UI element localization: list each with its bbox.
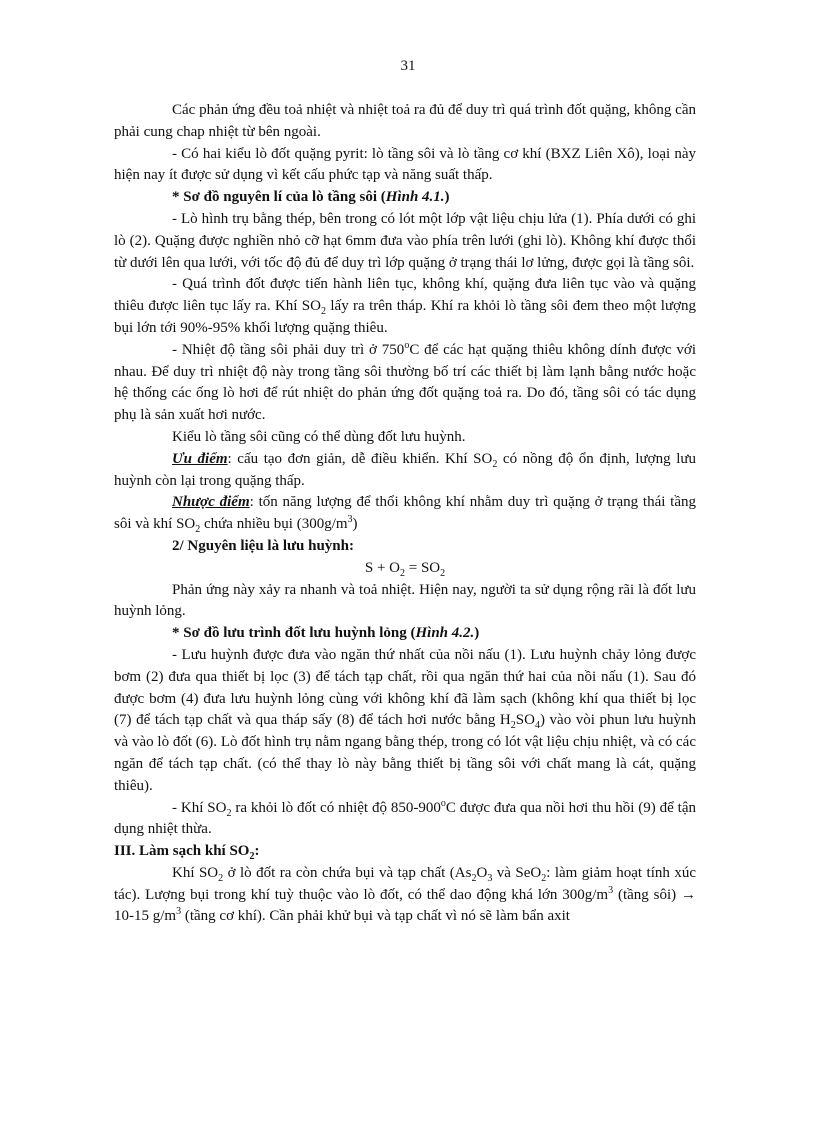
paragraph-furnace-types: - Có hai kiểu lò đốt quặng pyrit: lò tầng sôi và lò tầng cơ khí (BXZ Liên Xô), loại này hiện nay ít được sử dụng vì kết cấu phức tạp và năng suất thấp. — [114, 145, 696, 184]
heading-sulfur-raw-material: 2/ Nguyên liệu là lưu huỳnh: — [172, 537, 354, 554]
paragraph-bed-temperature: - Nhiệt độ tầng sôi phải duy trì ở 750$^o$C để các hạt quặng thiêu không dính được với nhau. Để duy trì nhiệt độ này trong tầng sôi thường bố trí các thiết bị làm lạnh bằng nước hoặc hệ thống các ống lò hơi để rút nhiệt do phản ứng đốt quặng toả ra. Do đó, tầng sôi có tác dụng phụ là sản xuất hơi nước. — [114, 339, 696, 424]
reaction-equation: $S + O_2 = SO_2$ — [364, 559, 446, 579]
paragraph-sulfur-usage: Kiểu lò tầng sôi cũng có thể dùng đốt lưu huỳnh. — [172, 428, 466, 445]
paragraph-advantages: Ưu điểm: cấu tạo đơn giản, dễ điều khiển. Khí $SO_2$ có nồng độ ổn định, lượng lưu huỳnh còn lại trong quặng thấp. — [114, 450, 696, 489]
paragraph-disadvantages: Nhược điểm: tốn năng lượng để thổi không khí nhằm duy trì quặng ở trạng thái tầng sôi và khí $SO_2$ chứa nhiều bụi $(300g/m^3)$ — [114, 494, 696, 536]
page-number: 31 — [400, 58, 416, 74]
paragraph-reaction-heat: Các phản ứng đều toả nhiệt và nhiệt toả ra đủ để duy trì quá trình đốt quặng, không cần phải cung chap nhiệt từ bên ngoài. — [114, 102, 696, 140]
paragraph-waste-heat: - Khí $SO_2$ ra khỏi lò đốt có nhiệt độ 850-900$^o$C được đưa qua nồi hơi thu hồi (9) để tận dụng nhiệt thừa. — [114, 797, 697, 838]
heading-so2-cleaning: III. Làm sạch khí $SO_2$: — [114, 843, 260, 863]
heading-liquid-sulfur-diagram: * Sơ đồ lưu trình đốt lưu huỳnh lỏng (Hình 4.2.) — [172, 625, 480, 642]
paragraph-furnace-structure: - Lò hình trụ bằng thép, bên trong có lót một lớp vật liệu chịu lửa (1). Phía dưới có ghi lò (2). Quặng được nghiền nhỏ cỡ hạt 6mm đưa vào phía trên lưới (ghi lò). Không khí được thổi từ dưới lên qua lưới, với tốc độ đủ để duy trì lớp quặng ở trạng thái lơ lửng, được gọi là tầng sôi. — [114, 210, 696, 271]
heading-fluidized-bed-diagram: * Sơ đồ nguyên lí của lò tầng sôi (Hình 4.1.) — [172, 189, 450, 206]
paragraph-dust-impurities: Khí $SO_2$ ở lò đốt ra còn chứa bụi và tạp chất ($As_2O_3$ và SeO$_2$: làm giảm hoạt tính xúc tác). Lượng bụi trong khí tuỳ thuộc vào lò đốt, có thể dao động khá lớn $300g/m^3$ (tầng sôi) → 10-15 $g/m^3$ (tầng cơ khí). Cần phải khử bụi và tạp chất vì nó sẽ làm bẩn axit — [114, 864, 696, 925]
paragraph-reaction-fast: Phản ứng này xảy ra nhanh và toả nhiệt. Hiện nay, người ta sử dụng rộng rãi là đốt lưu huỳnh lỏng. — [114, 581, 696, 620]
paragraph-continuous-process: - Quá trình đốt được tiến hành liên tục, không khí, quặng đưa liên tục vào và quặng thiêu được liên tục lấy ra. Khí $SO_2$ lấy ra trên tháp. Khí ra khỏi lò tầng sôi đem theo một lượng bụi lớn tới 90%-95% khối lượng quặng thiêu. — [114, 276, 697, 336]
document-body — [114, 100, 696, 928]
paragraph-liquid-sulfur-process: - Lưu huỳnh được đưa vào ngăn thứ nhất của nồi nấu (1). Lưu huỳnh chảy lỏng được bơm (2) đưa qua thiết bị lọc (3) để tách tạp chất, rồi qua ngăn thứ hai của nồi nấu (1). Sau đó được bơm (4) đưa lưu huỳnh lỏng cùng với không khí đã làm sạch (không khí qua thiết bị lọc (7) để tách tạp chất và qua tháp sấy (8) để tách hơi nước bằng $H_2SO_4$) vào vòi phun lưu huỳnh và vào lò đốt (6). Lò đốt hình trụ nằm ngang bằng thép, trong có lót vật liệu chịu nhiệt, và có các ngăn để tách tạp chất. (có thể thay lò này bằng thiết bị tầng sôi với chất mang là cát, quặng thiêu). — [114, 646, 697, 794]
advantages-label: Ưu điểm — [172, 450, 228, 467]
disadvantages-label: Nhược điểm — [172, 494, 250, 511]
